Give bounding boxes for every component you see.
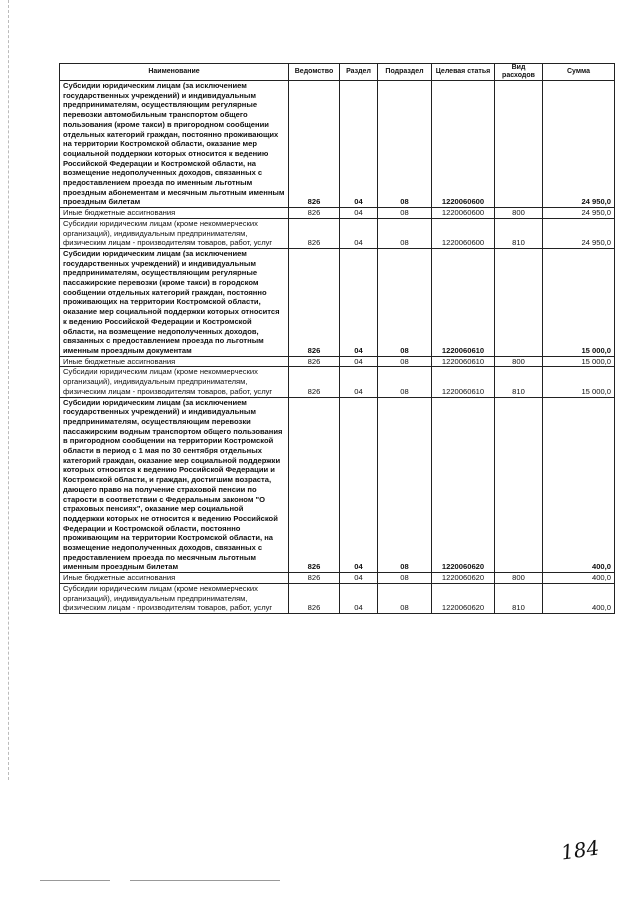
page-number: 184 (559, 835, 601, 865)
row-razdel: 04 (340, 583, 378, 613)
table-row (60, 356, 615, 367)
row-vid: 810 (495, 218, 543, 248)
row-name: Субсидии юридическим лицам (за исключением государственных учреждений) и индивидуальным предпринимателям, осуществляющим регулярные перевозки автомобильным транспортом общего пользования (кроме такси) в пригородном сообщении отдельных категорий граждан, постоянно проживающих на территории Костромской области, оказание мер социальной поддержки которых относится к ведению Российской Федерации и Костромской области, на возмещение недополученных доходов, связанных с предоставлением проезда по именным льготным проездным абонементам и месячным льготным именным проездным билетам (60, 81, 289, 208)
row-vid (495, 397, 543, 573)
table-row (60, 367, 615, 397)
header-vedomstvo: Ведомство (289, 64, 340, 81)
row-sum: 15 000,0 (543, 367, 615, 397)
row-name: Иные бюджетные ассигнования (60, 573, 289, 584)
footer-rule (130, 880, 280, 881)
header-vid: Вид расходов (495, 64, 543, 81)
row-podrazdel: 08 (378, 356, 432, 367)
row-name: Субсидии юридическим лицам (за исключением государственных учреждений) и индивидуальным предпринимателям, осуществляющим перевозки пассажирским водным транспортом общего пользования в пригородном сообщении на территории Костромской области в период с 1 мая по 30 сентября отдельных категорий граждан, оказание мер социальной поддержки которых относится к ведению Российской Федерации и Костромской области, и граждан, достигшим возраста, дающего право на получение страховой пенсии по старости в соответствии с Федеральным законом "О страховых пенсиях", оказание мер социальной поддержки которых не относится к ведению Российской Федерации и Костромской области, постоянно проживающим на территории Костромской области, на возмещение недополученных доходов, связанных с предоставлением проезда по месячным льготным именным проездным билетам (60, 397, 289, 573)
row-sum: 24 950,0 (543, 208, 615, 219)
row-vid: 800 (495, 208, 543, 219)
row-vedomstvo: 826 (289, 573, 340, 584)
header-target: Целевая статья (432, 64, 495, 81)
header-sum: Сумма (543, 64, 615, 81)
row-vid: 810 (495, 583, 543, 613)
row-podrazdel: 08 (378, 248, 432, 356)
table-row (60, 218, 615, 248)
table-row (60, 397, 615, 573)
row-podrazdel: 08 (378, 367, 432, 397)
margin-line (8, 0, 9, 780)
row-sum: 400,0 (543, 573, 615, 584)
row-vedomstvo: 826 (289, 208, 340, 219)
row-name: Иные бюджетные ассигнования (60, 208, 289, 219)
table-row (60, 573, 615, 584)
row-name: Субсидии юридическим лицам (кроме некоммерческих организаций), индивидуальным предпринимателям, физическим лицам - производителям товаров, работ, услуг (60, 218, 289, 248)
table-row (60, 81, 615, 208)
row-podrazdel: 08 (378, 81, 432, 208)
row-podrazdel: 08 (378, 397, 432, 573)
row-vedomstvo: 826 (289, 583, 340, 613)
row-target: 1220060620 (432, 583, 495, 613)
row-target: 1220060610 (432, 248, 495, 356)
header-podrazdel: Подраздел (378, 64, 432, 81)
row-sum: 15 000,0 (543, 248, 615, 356)
row-vid: 810 (495, 367, 543, 397)
row-vedomstvo: 826 (289, 218, 340, 248)
row-name: Субсидии юридическим лицам (за исключением государственных учреждений) и индивидуальным предпринимателям, осуществляющим регулярные пассажирские перевозки (кроме такси) в городском сообщении отдельных категорий граждан, постоянно проживающих на территории Костромской области, оказание мер социальной поддержки которых относится к ведению Российской Федерации и Костромской области, на возмещение недополученных доходов, связанных с предоставлением проезда по льготным именным проездным документам (60, 248, 289, 356)
row-razdel: 04 (340, 81, 378, 208)
row-target: 1220060620 (432, 573, 495, 584)
header-name: Наименование (60, 64, 289, 81)
row-podrazdel: 08 (378, 218, 432, 248)
row-vedomstvo: 826 (289, 356, 340, 367)
row-razdel: 04 (340, 218, 378, 248)
table-row (60, 248, 615, 356)
row-vid: 800 (495, 356, 543, 367)
row-target: 1220060610 (432, 356, 495, 367)
row-target: 1220060600 (432, 218, 495, 248)
row-razdel: 04 (340, 397, 378, 573)
table-row (60, 583, 615, 613)
row-razdel: 04 (340, 356, 378, 367)
row-name: Иные бюджетные ассигнования (60, 356, 289, 367)
row-sum: 24 950,0 (543, 81, 615, 208)
budget-table (59, 63, 615, 614)
row-vid (495, 81, 543, 208)
row-sum: 400,0 (543, 397, 615, 573)
header-row (60, 64, 615, 81)
row-name: Субсидии юридическим лицам (кроме некоммерческих организаций), индивидуальным предпринимателям, физическим лицам - производителям товаров, работ, услуг (60, 583, 289, 613)
row-razdel: 04 (340, 367, 378, 397)
row-razdel: 04 (340, 248, 378, 356)
row-target: 1220060620 (432, 397, 495, 573)
row-razdel: 04 (340, 208, 378, 219)
row-vedomstvo: 826 (289, 397, 340, 573)
row-sum: 24 950,0 (543, 218, 615, 248)
row-vedomstvo: 826 (289, 367, 340, 397)
row-razdel: 04 (340, 573, 378, 584)
row-podrazdel: 08 (378, 573, 432, 584)
row-name: Субсидии юридическим лицам (кроме некоммерческих организаций), индивидуальным предпринимателям, физическим лицам - производителям товаров, работ, услуг (60, 367, 289, 397)
row-podrazdel: 08 (378, 583, 432, 613)
footer-rule (40, 880, 110, 881)
row-vid (495, 248, 543, 356)
row-podrazdel: 08 (378, 208, 432, 219)
row-vedomstvo: 826 (289, 81, 340, 208)
row-sum: 15 000,0 (543, 356, 615, 367)
header-razdel: Раздел (340, 64, 378, 81)
row-target: 1220060610 (432, 367, 495, 397)
row-target: 1220060600 (432, 208, 495, 219)
row-target: 1220060600 (432, 81, 495, 208)
row-sum: 400,0 (543, 583, 615, 613)
row-vedomstvo: 826 (289, 248, 340, 356)
row-vid: 800 (495, 573, 543, 584)
table-row (60, 208, 615, 219)
